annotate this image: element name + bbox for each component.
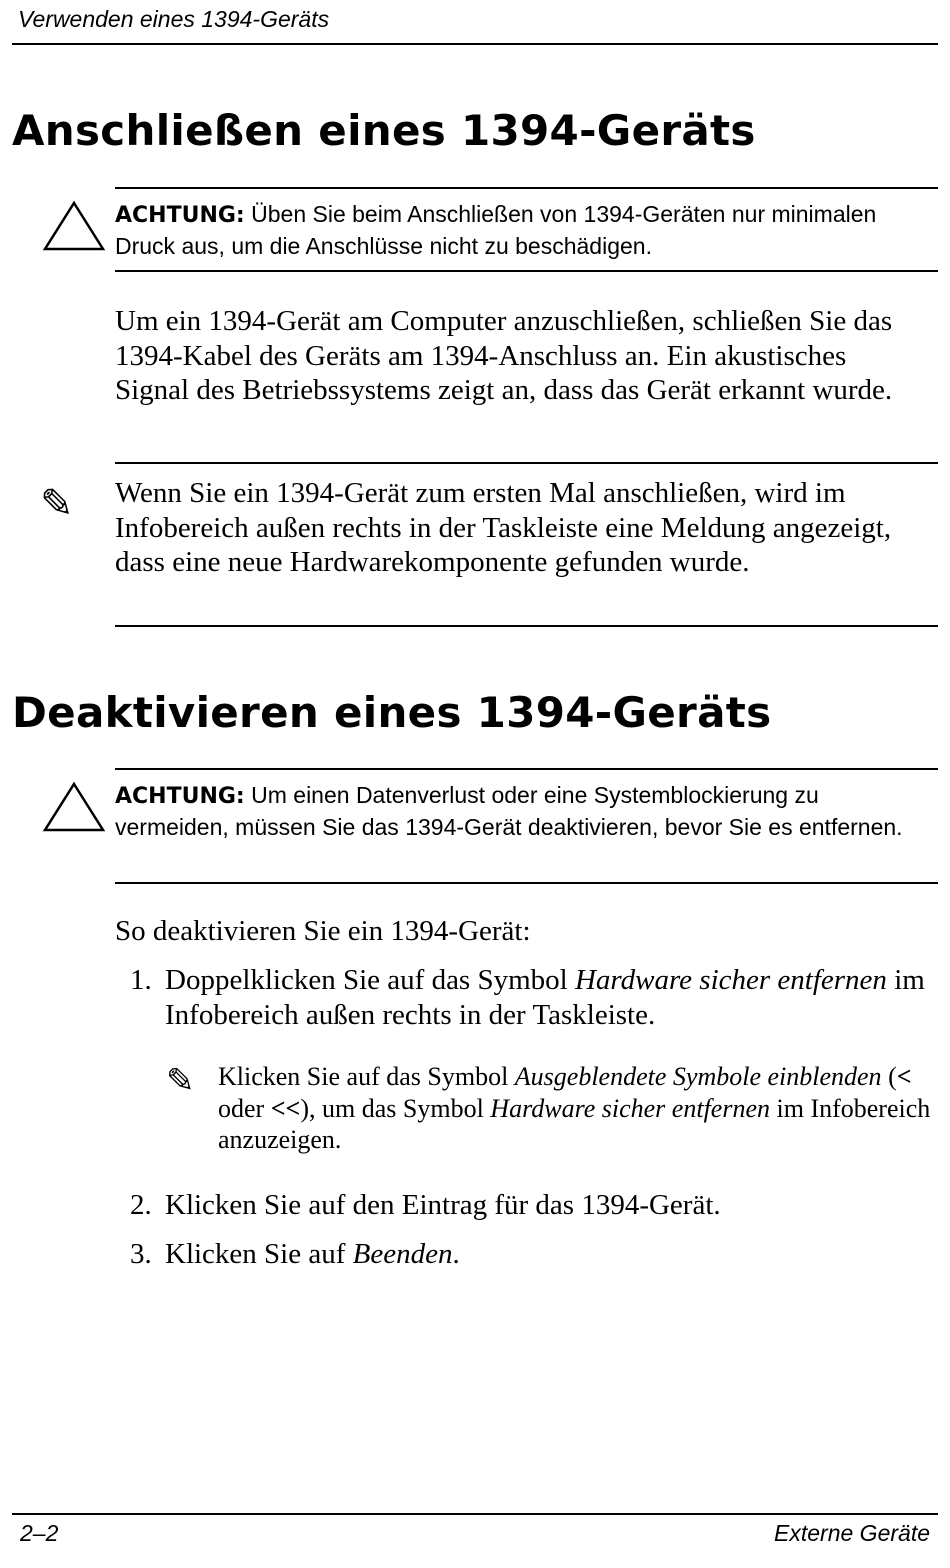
deactivate-intro: So deaktivieren Sie ein 1394-Gerät: xyxy=(115,915,531,947)
header-rule xyxy=(12,43,938,45)
caution2-rule-bottom xyxy=(115,882,938,884)
note-emphasis: Ausgeblendete Symbole einblenden xyxy=(514,1062,882,1091)
note-rule-bottom xyxy=(115,625,938,627)
caution2-rule-top xyxy=(115,768,938,770)
note-pencil-icon: ✎ xyxy=(166,1061,195,1101)
page-number: 2–2 xyxy=(20,1520,59,1546)
step-text: . xyxy=(452,1238,460,1270)
note-symbol: < xyxy=(896,1062,912,1091)
step-1 xyxy=(165,963,925,1032)
note-text: ( xyxy=(881,1062,897,1091)
note-symbol: << xyxy=(270,1093,301,1123)
step-number: 3. xyxy=(130,1238,152,1270)
caution-label: ACHTUNG: xyxy=(115,203,245,228)
caution-label: ACHTUNG: xyxy=(115,784,245,809)
section-heading-connect: Anschließen eines 1394-Geräts xyxy=(12,106,756,155)
step-emphasis: Hardware sicher entfernen xyxy=(574,964,887,996)
footer-rule xyxy=(12,1513,938,1515)
caution-rule-bottom xyxy=(115,270,938,272)
connect-note: Wenn Sie ein 1394-Gerät zum ersten Mal anschließen, wird im Infobereich außen rechts in der Taskleiste eine Meldung angezeigt, dass eine neue Hardwarekomponente gefunden wurde. xyxy=(115,477,892,578)
note-text: Klicken Sie auf das Symbol xyxy=(218,1062,515,1091)
section-heading-deactivate: Deaktivieren eines 1394-Geräts xyxy=(12,688,772,737)
step-text: im Infobereich außen rechts in der Taskleiste. xyxy=(165,964,925,1031)
caution-text: Um einen Datenverlust oder eine Systemblockierung zu vermeiden, müssen Sie das 1394-Gerät deaktivieren, bevor Sie es entfernen. xyxy=(115,782,903,840)
caution-triangle-icon xyxy=(42,200,106,252)
note-text: im Infobereich anzuzeigen. xyxy=(218,1093,931,1154)
note-text: oder xyxy=(218,1093,271,1123)
note-rule-top xyxy=(115,462,938,464)
step-emphasis: Beenden xyxy=(352,1238,453,1270)
step-2: Klicken Sie auf den Eintrag für das 1394-Gerät. xyxy=(165,1189,721,1221)
caution-rule-top xyxy=(115,187,938,189)
caution-box-deactivate xyxy=(115,780,935,842)
step-note xyxy=(218,1061,933,1156)
caution-triangle-icon xyxy=(42,781,106,833)
step-text: Doppelklicken Sie auf das Symbol xyxy=(165,964,575,996)
note-text: ), um das Symbol xyxy=(300,1093,491,1123)
step-text: Klicken Sie auf xyxy=(165,1238,353,1270)
step-number: 1. xyxy=(130,964,152,996)
step-number: 2. xyxy=(130,1189,152,1221)
chapter-title: Externe Geräte xyxy=(774,1520,930,1546)
connect-paragraph: Um ein 1394-Gerät am Computer anzuschließen, schließen Sie das 1394-Kabel des Geräts am 1394-Anschluss an. Ein akustisches Signal des Betriebssystems zeigt an, dass das Gerät erkannt wurde. xyxy=(115,305,893,406)
step-3 xyxy=(165,1237,925,1272)
caution-box-connect xyxy=(115,199,935,261)
note-pencil-icon: ✎ xyxy=(40,481,74,527)
running-header: Verwenden eines 1394-Geräts xyxy=(18,6,330,32)
note-emphasis: Hardware sicher entfernen xyxy=(490,1093,770,1123)
caution-text: Üben Sie beim Anschließen von 1394-Geräten nur minimalen Druck aus, um die Anschlüsse nicht zu beschädigen. xyxy=(115,201,877,259)
